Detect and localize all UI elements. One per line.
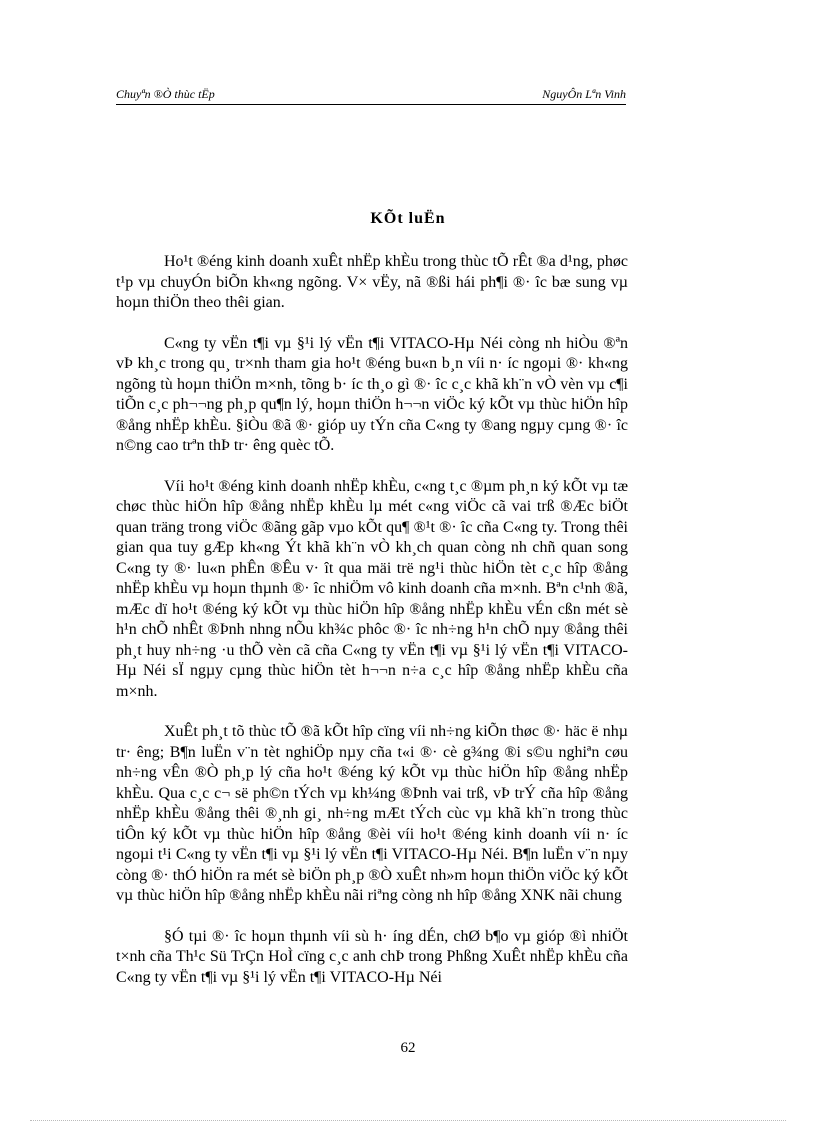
paragraph-1: Ho¹t ®éng kinh doanh xuÊt nhËp khÈu trong thùc tÕ rÊt ®a d¹ng, phøc t¹p vµ chuyÓn biÕn kh«ng ngõng. V× vËy, nã ®ßi hái ph¶i ®· îc bæ sung vµ hoµn thiÖn theo thêi gian.	[116, 253, 628, 311]
page-number: 62	[400, 1040, 416, 1056]
header-right-text: NguyÔn Lªn Vinh	[542, 87, 626, 101]
paragraph-4: XuÊt ph¸t tõ thùc tÕ ®ã kÕt hîp cïng víi nh÷ng kiÕn thøc ®· häc ë nhµ tr· êng; B¶n luËn v¨n tèt nghiÖp nµy cña t«i ®· cè g¾ng ®i s©u nghiªn cøu nh÷ng vÊn ®Ò ph¸p lý cña ho¹t ®éng ký kÕt vµ thùc hiÖn hîp ®ång nhËp khÈu. Qua c¸c c¬ së ph©n tÝch vµ kh¼ng ®Þnh vai trß, vÞ trÝ cña hîp ®ång nhËp khÈu ®ång thêi ®¸nh gi¸ nh÷ng mÆt tÝch cùc vµ khã kh¨n trong thùc tiÔn ký kÕt vµ thùc hiÖn hîp ®ång ®èi víi ho¹t ®éng kinh doanh víi n· íc ngoµi t¹i C«ng ty vËn t¶i vµ §¹i lý vËn t¶i VITACO-Hµ Néi. B¶n luËn v¨n nµy còng ®· thÓ hiÖn ra mét sè biÖn ph¸p ®Ò xuÊt nh»m hoµn thiÖn viÖc ký kÕt vµ thùc hiÖn hîp ®ång nhËp khÈu nãi riªng còng nh hîp ®ång XNK nãi chung	[116, 723, 628, 904]
bottom-divider	[30, 1120, 786, 1121]
section-title: KÕt luËn	[370, 210, 446, 227]
header-left-text: Chuyªn ®Ò thùc tËp	[116, 87, 215, 101]
paragraph-2: C«ng ty vËn t¶i vµ §¹i lý vËn t¶i VITACO-Hµ Néi còng nh hiÒu ®ªn vÞ kh¸c trong qu¸ tr×nh tham gia ho¹t ®éng bu«n b¸n víi n· íc ngoµi ®· kh«ng ngõng tù hoµn thiÖn m×nh, tõng b· íc th¸o gì ®· îc c¸c khã kh¨n vÒ vèn vµ c¶i tiÕn c¸c ph¬¬ng ph¸p qu¶n lý, hoµn thiÖn h¬¬n viÖc ký kÕt vµ thùc hiÖn hîp ®ång nhËp khÈu. §iÒu ®ã ®· gióp uy tÝn cña C«ng ty ®ang ngµy cµng ®· îc n©ng cao trªn thÞ tr· êng quèc tÕ.	[116, 334, 628, 454]
paragraph-3: Víi ho¹t ®éng kinh doanh nhËp khÈu, c«ng t¸c ®µm ph¸n ký kÕt vµ tæ chøc thùc hiÖn hîp ®ång nhËp khÈu lµ mét c«ng viÖc cã vai trß ®Æc biÖt quan träng trong viÖc ®ãng gãp vµo kÕt qu¶ ®¹t ®· îc cña C«ng ty. Trong thêi gian qua tuy gÆp kh«ng Ýt khã kh¨n vÒ kh¸ch quan còng nh chñ quan song C«ng ty ®· lu«n phÊn ®Êu v· ît qua mäi trë ng¹i thùc hiÖn tèt c¸c hîp ®ång nhËp khÈu vµ hoµn thµnh ®· îc nhiÖm vô kinh doanh cña m×nh. Bªn c¹nh ®ã, mÆc dï ho¹t ®éng ký kÕt vµ thùc hiÖn hîp ®ång nhËp khÈu vÉn cßn mét sè h¹n chÕ nhÊt ®Þnh nhng nÕu kh¾c phôc ®· îc nh÷ng h¹n chÕ nµy ®ång thêi ph¸t huy nh÷ng ·u thÕ vèn cã cña C«ng ty vËn t¶i vµ §¹i lý vËn t¶i VITACO-Hµ Néi sÏ ngµy cµng thùc hiÖn tèt h¬¬n n÷a c¸c hîp ®ång nhËp khÈu cña m×nh.	[116, 477, 628, 700]
body-text	[116, 252, 628, 1008]
paragraph-5: §Ó tµi ®· îc hoµn thµnh víi sù h· íng dÉn, chØ b¶o vµ gióp ®ì nhiÖt t×nh cña Th¹c Sü TrÇn HoÌ cïng c¸c anh chÞ trong Phßng XuÊt nhËp khÈu cña C«ng ty vËn t¶i vµ §¹i lý vËn t¶i VITACO-Hµ Néi	[116, 927, 628, 986]
page-header	[116, 86, 626, 105]
